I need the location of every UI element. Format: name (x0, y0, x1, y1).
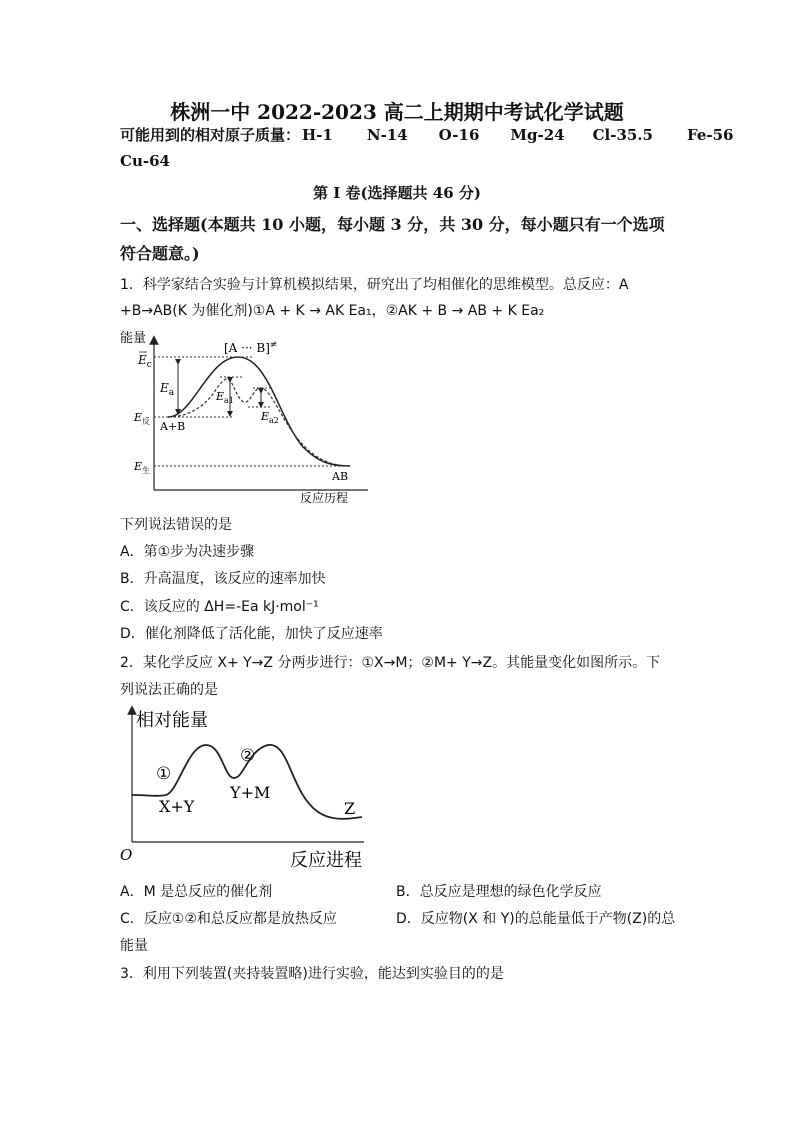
atomic-mass-label: 可能用到的相对原子质量： (120, 126, 301, 144)
atomic-mass-line (120, 124, 733, 145)
mass-fe: Fe-56 (687, 126, 734, 144)
q1-y-axis-label: 能量 (120, 331, 147, 346)
q1-product-label: AB (332, 470, 349, 483)
q1-reactant-label: A+B (160, 420, 186, 433)
q1-ea2-label: $E_{a2}$ (261, 410, 279, 425)
q1-ec-label: $E_c$ (138, 353, 152, 370)
q3-stem-line1: 3．利用下列装置(夹持装置略)进行实验，能达到实验目的的是 (120, 966, 504, 982)
mass-n: N-14 (366, 126, 408, 144)
q1-transition-state-label: [A ··· B]≠ (224, 340, 278, 355)
q2-origin-label: O (120, 846, 133, 864)
q2-step2-label: ② (240, 746, 256, 766)
q1-stem-line2: +B→AB(K 为催化剂)①A + K → AK Ea₁，②AK + B → AB + K Ea₂ (120, 303, 545, 319)
q2-option-b[interactable]: B．总反应是理想的绿色化学反应 (396, 884, 602, 900)
q1-uncatalyzed-curve (168, 357, 350, 466)
q1-reactant-energy-label: $E_反$ (134, 411, 151, 426)
mass-o: O-16 (438, 126, 480, 144)
q1-energy-diagram (118, 322, 380, 506)
q2-option-a[interactable]: A．M 是总反应的催化剂 (120, 884, 273, 900)
mass-h: H-1 (302, 126, 333, 144)
page-title: 株洲一中 2022-2023 高二上期期中考试化学试题 (170, 100, 624, 124)
q2-intermediate-label: Y+M (230, 783, 271, 802)
q1-option-d[interactable]: D．催化剂降低了活化能，加快了反应速率 (120, 626, 383, 642)
q1-option-b[interactable]: B．升高温度，该反应的速率加快 (120, 571, 326, 587)
section-heading: 一、选择题(本题共 10 小题，每小题 3 分，共 30 分，每小题只有一个选项符合题意。) (120, 215, 665, 263)
q1-option-c[interactable]: C．该反应的 ΔH=-Ea kJ·mol⁻¹ (120, 599, 319, 615)
q1-catalyzed-curve (168, 379, 350, 466)
q2-option-d[interactable]: D．反应物(X 和 Y)的总能量低于产物(Z)的总 (396, 911, 676, 927)
q2-y-axis-label: 相对能量 (136, 710, 208, 731)
mass-cl: Cl-35.5 (592, 126, 653, 144)
q1-option-a[interactable]: A．第①步为决速步骤 (120, 544, 255, 560)
q1-prompt: 下列说法错误的是 (120, 517, 232, 533)
q2-step1-label: ① (156, 764, 172, 784)
q2-stem-line2: 列说法正确的是 (120, 682, 218, 698)
mass-mg: Mg-24 (510, 126, 565, 144)
mass-cu: Cu-64 (120, 152, 170, 170)
q1-ea1-label: $E_{a1}$ (216, 390, 234, 405)
q2-option-c[interactable]: C．反应①②和总反应都是放热反应 (120, 911, 337, 927)
q1-stem-line1: 1．科学家结合实验与计算机模拟结果，研究出了均相催化的思维模型。总反应：A (120, 277, 629, 293)
q2-reactant-label: X+Y (159, 797, 195, 816)
q2-stem-line1: 2．某化学反应 X+ Y→Z 分两步进行：①X→M；②M+ Y→Z。其能量变化如图所示。下 (120, 655, 661, 671)
q1-x-axis-label: 反应历程 (300, 491, 349, 505)
q2-x-axis-label: 反应进程 (290, 850, 362, 871)
q2-energy-diagram (118, 700, 378, 872)
q1-ea-label: $E_a$ (160, 381, 175, 398)
q2-option-d-continued: 能量 (120, 938, 148, 954)
volume-heading: 第 I 卷(选择题共 46 分) (313, 184, 481, 202)
q2-product-label: Z (344, 799, 356, 818)
q1-product-energy-label: $E_生$ (134, 460, 151, 475)
